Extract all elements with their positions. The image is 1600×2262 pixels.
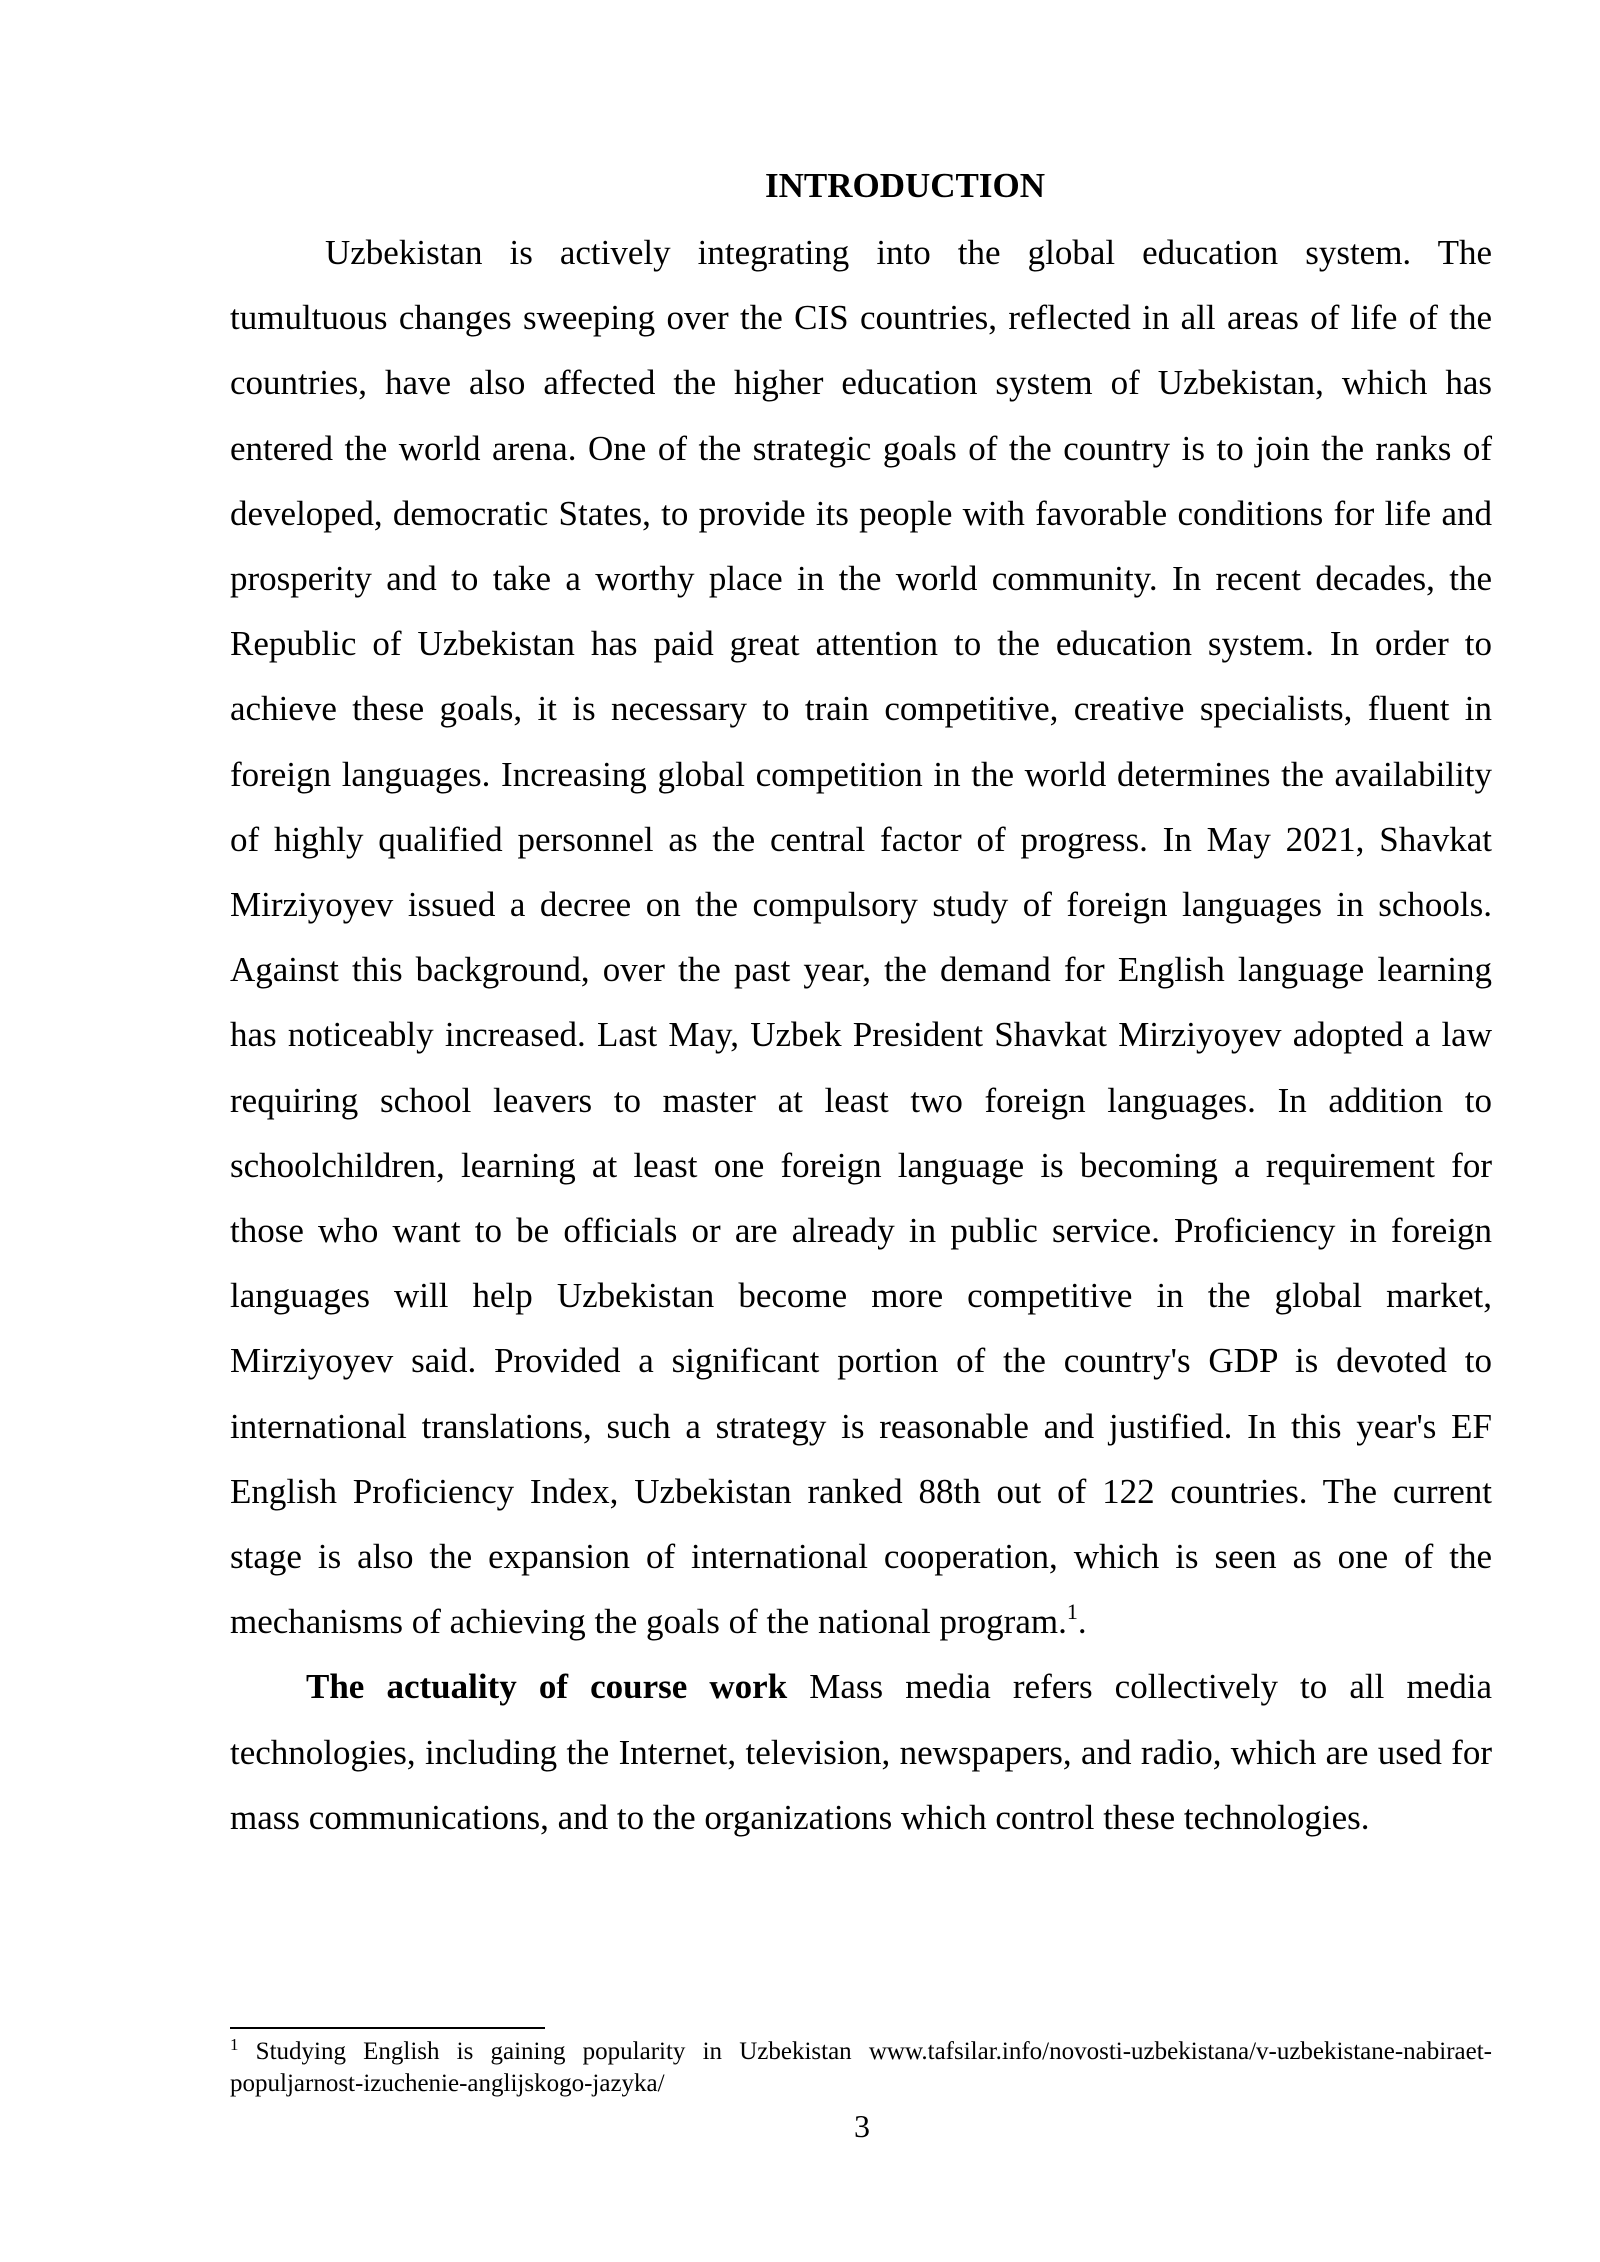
paragraph-actuality <box>230 1654 1492 1850</box>
footnote <box>230 2036 1492 2100</box>
footnote-marker: 1 <box>230 2035 239 2054</box>
body-text <box>230 220 1492 1850</box>
paragraph-actuality-lead: The actuality of course work <box>306 1667 788 1707</box>
paragraph-introduction-text: Uzbekistan is actively integrating into the global education system. The tumultuous changes sweeping over the CIS countries, reflected in all areas of life of the countries, have also affected the higher education system of Uzbekistan, which has entered the world arena. One of the strategic goals of the country is to join the ranks of developed, democratic States, to provide its people with favorable conditions for life and prosperity and to take a worthy place in the world community. In recent decades, the Republic of Uzbekistan has paid great attention to the education system. In order to achieve these goals, it is necessary to train competitive, creative specialists, fluent in foreign languages. Increasing global competition in the world determines the availability of highly qualified personnel as the central factor of progress. In May 2021, Shavkat Mirziyoyev issued a decree on the compulsory study of foreign languages in schools. Against this background, over the past year, the demand for English language learning has noticeably increased. Last May, Uzbek President Shavkat Mirziyoyev adopted a law requiring school leavers to master at least two foreign languages. In addition to schoolchildren, learning at least one foreign language is becoming a requirement for those who want to be officials or are already in public service. Proficiency in foreign languages will help Uzbekistan become more competitive in the global market, Mirziyoyev said. Provided a significant portion of the country's GDP is devoted to international translations, such a strategy is reasonable and justified. In this year's EF English Proficiency Index, Uzbekistan ranked 88th out of 122 countries. The current stage is also the expansion of international cooperation, which is seen as one of the mechanisms of achieving the goals of the national program. <box>230 233 1492 1642</box>
section-title: INTRODUCTION <box>764 166 1046 205</box>
footnote-separator <box>230 2027 545 2029</box>
footnote-reference: 1 <box>1066 1599 1078 1625</box>
paragraph-actuality-text: Mass media refers collectively to all media technologies, including the Internet, television, newspapers, and radio, which are used for mass communications, and to the organizations which control these technologies. <box>230 1667 1492 1837</box>
page-number: 3 <box>854 2108 870 2144</box>
paragraph-introduction <box>230 220 1492 1654</box>
paragraph-introduction-end: . <box>1077 1602 1087 1642</box>
footnote-text: Studying English is gaining popularity in Uzbekistan www.tafsilar.info/novosti-uzbekistana/v-uzbekistane-nabiraet-populjarnost-izuchenie-anglijskogo-jazyka/ <box>230 2038 1492 2097</box>
